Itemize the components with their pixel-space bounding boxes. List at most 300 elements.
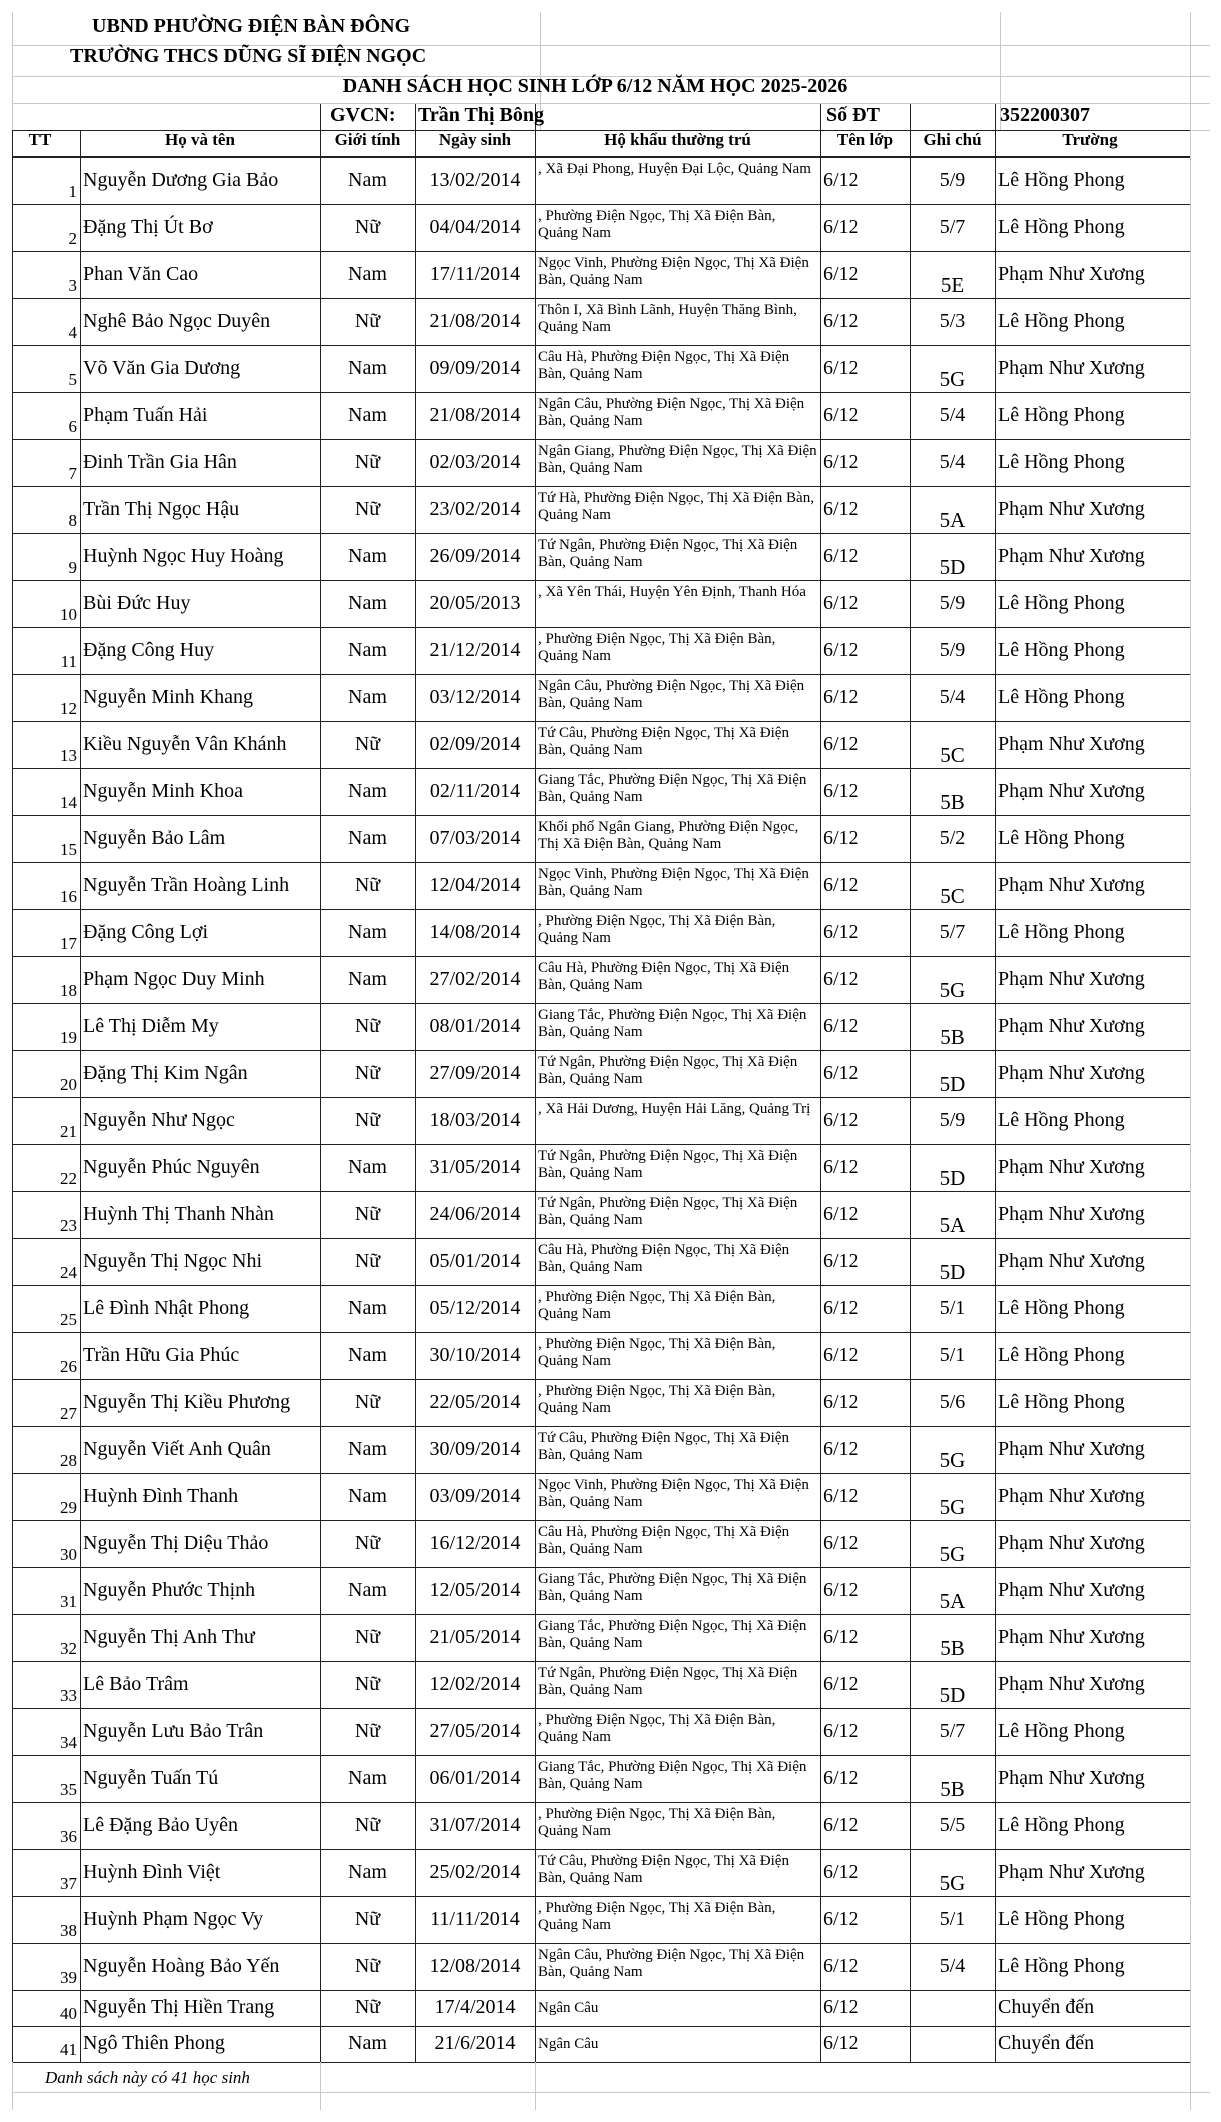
cell-class: 6/12 bbox=[823, 1908, 859, 1930]
cell-class: 6/12 bbox=[823, 2032, 859, 2054]
cell-tt: 2 bbox=[68, 229, 77, 248]
cell-tt: 5 bbox=[68, 370, 77, 389]
cell-note: 5/3 bbox=[939, 310, 966, 332]
cell-school: Phạm Như Xương bbox=[998, 545, 1145, 567]
cell-address: Tứ Ngân, Phường Điện Ngọc, Thị Xã Điện Bàn, Quảng Nam bbox=[538, 1665, 798, 1698]
grid-line bbox=[12, 580, 1190, 581]
cell-gender: Nữ bbox=[354, 1996, 381, 2018]
cell-address: Câu Hà, Phường Điện Ngọc, Thị Xã Điện Bàn, Quảng Nam bbox=[538, 960, 790, 993]
cell-name: Lê Bảo Trâm bbox=[83, 1673, 189, 1695]
cell-address: Tứ Câu, Phường Điện Ngọc, Thị Xã Điện Bàn, Quảng Nam bbox=[538, 1853, 789, 1886]
cell-tt: 14 bbox=[60, 793, 77, 812]
cell-address: Ngân Câu, Phường Điện Ngọc, Thị Xã Điện Bàn, Quảng Nam bbox=[538, 1947, 805, 1980]
cell-dob: 12/02/2014 bbox=[429, 1673, 521, 1695]
cell-tt: 37 bbox=[60, 1874, 77, 1893]
cell-class: 6/12 bbox=[823, 310, 859, 332]
cell-school: Phạm Như Xương bbox=[998, 874, 1145, 896]
cell-tt: 26 bbox=[60, 1357, 77, 1376]
cell-school: Lê Hồng Phong bbox=[998, 1109, 1125, 1131]
cell-school: Phạm Như Xương bbox=[998, 780, 1145, 802]
cell-class: 6/12 bbox=[823, 498, 859, 520]
cell-address: Ngọc Vinh, Phường Điện Ngọc, Thị Xã Điện Bàn, Quảng Nam bbox=[538, 866, 809, 899]
cell-gender: Nữ bbox=[354, 1532, 381, 1554]
cell-address: , Phường Điện Ngọc, Thị Xã Điện Bàn, Quảng Nam bbox=[538, 1383, 776, 1416]
grid-line bbox=[535, 2062, 536, 2110]
cell-class: 6/12 bbox=[823, 1250, 859, 1272]
cell-note bbox=[913, 2032, 992, 2056]
cell-note: 5G bbox=[939, 978, 966, 1002]
cell-address: Ngân Câu bbox=[538, 2000, 599, 2016]
grid-line bbox=[12, 1943, 1190, 1944]
cell-dob: 02/11/2014 bbox=[429, 780, 521, 802]
cell-tt: 24 bbox=[60, 1263, 77, 1282]
cell-class: 6/12 bbox=[823, 1485, 859, 1507]
cell-tt: 36 bbox=[60, 1827, 77, 1846]
cell-gender: Nữ bbox=[354, 1062, 381, 1084]
cell-class: 6/12 bbox=[823, 1955, 859, 1977]
cell-note: 5/1 bbox=[939, 1297, 966, 1319]
cell-gender: Nữ bbox=[354, 451, 381, 473]
list-title: DANH SÁCH HỌC SINH LỚP 6/12 NĂM HỌC 2025-2026 bbox=[342, 75, 848, 97]
grid-line bbox=[12, 627, 1190, 628]
grid-line bbox=[12, 1614, 1190, 1615]
cell-note: 5/4 bbox=[939, 451, 966, 473]
cell-class: 6/12 bbox=[823, 1203, 859, 1225]
cell-note: 5B bbox=[940, 1025, 965, 1049]
cell-gender: Nữ bbox=[354, 1626, 381, 1648]
cell-name: Nguyễn Thị Kiều Phương bbox=[83, 1391, 291, 1413]
cell-note: 5D bbox=[939, 1260, 966, 1284]
cell-class: 6/12 bbox=[823, 404, 859, 426]
grid-line bbox=[995, 104, 996, 130]
cell-gender: Nam bbox=[348, 1767, 387, 1789]
cell-dob: 30/09/2014 bbox=[429, 1438, 521, 1460]
cell-address: Giang Tắc, Phường Điện Ngọc, Thị Xã Điện Bàn, Quảng Nam bbox=[538, 772, 807, 805]
cell-gender: Nữ bbox=[354, 1720, 381, 1742]
cell-school: Phạm Như Xương bbox=[998, 1767, 1145, 1789]
cell-school: Lê Hồng Phong bbox=[998, 216, 1125, 238]
cell-gender: Nam bbox=[348, 2032, 387, 2054]
cell-class: 6/12 bbox=[823, 1720, 859, 1742]
cell-class: 6/12 bbox=[823, 592, 859, 614]
cell-gender: Nữ bbox=[354, 216, 381, 238]
cell-address: Tứ Ngân, Phường Điện Ngọc, Thị Xã Điện Bàn, Quảng Nam bbox=[538, 1195, 798, 1228]
cell-gender: Nữ bbox=[354, 1015, 381, 1037]
cell-class: 6/12 bbox=[823, 451, 859, 473]
cell-dob: 08/01/2014 bbox=[429, 1015, 521, 1037]
cell-dob: 24/06/2014 bbox=[429, 1203, 521, 1225]
cell-name: Ngô Thiên Phong bbox=[83, 2032, 225, 2054]
grid-line bbox=[12, 1238, 1190, 1239]
cell-note: 5/9 bbox=[939, 592, 966, 614]
cell-note: 5/7 bbox=[939, 216, 966, 238]
cell-name: Nguyễn Phước Thịnh bbox=[83, 1579, 256, 1601]
cell-tt: 28 bbox=[60, 1451, 77, 1470]
cell-class: 6/12 bbox=[823, 780, 859, 802]
cell-note: 5/9 bbox=[939, 1109, 966, 1131]
cell-class: 6/12 bbox=[823, 1532, 859, 1554]
cell-tt: 33 bbox=[60, 1686, 77, 1705]
gvcn-name: Trần Thị Bông bbox=[418, 104, 544, 126]
cell-name: Nguyễn Viết Anh Quân bbox=[83, 1438, 271, 1460]
cell-school: Lê Hồng Phong bbox=[998, 1955, 1125, 1977]
cell-class: 6/12 bbox=[823, 357, 859, 379]
phone-number: 352200307 bbox=[1000, 104, 1090, 126]
cell-dob: 05/12/2014 bbox=[429, 1297, 521, 1319]
cell-class: 6/12 bbox=[823, 1015, 859, 1037]
cell-name: Phạm Ngọc Duy Minh bbox=[83, 968, 265, 990]
cell-dob: 13/02/2014 bbox=[429, 169, 521, 191]
cell-dob: 27/05/2014 bbox=[429, 1720, 521, 1742]
cell-school: Lê Hồng Phong bbox=[998, 686, 1125, 708]
cell-name: Huỳnh Phạm Ngọc Vy bbox=[83, 1908, 264, 1930]
col-header-gender: Giới tính bbox=[334, 130, 401, 149]
cell-class: 6/12 bbox=[823, 216, 859, 238]
cell-tt: 11 bbox=[60, 652, 77, 671]
cell-gender: Nữ bbox=[354, 498, 381, 520]
cell-address: Câu Hà, Phường Điện Ngọc, Thị Xã Điện Bàn, Quảng Nam bbox=[538, 1524, 790, 1557]
cell-school: Lê Hồng Phong bbox=[998, 592, 1125, 614]
grid-line bbox=[415, 130, 416, 2062]
grid-line bbox=[12, 2062, 13, 2110]
cell-school: Lê Hồng Phong bbox=[998, 827, 1125, 849]
cell-address: Giang Tắc, Phường Điện Ngọc, Thị Xã Điện Bàn, Quảng Nam bbox=[538, 1759, 807, 1792]
grid-line bbox=[12, 392, 1190, 393]
cell-tt: 29 bbox=[60, 1498, 77, 1517]
cell-address: , Phường Điện Ngọc, Thị Xã Điện Bàn, Quảng Nam bbox=[538, 1900, 776, 1933]
cell-note: 5A bbox=[939, 1589, 966, 1613]
cell-dob: 31/05/2014 bbox=[429, 1156, 521, 1178]
cell-dob: 21/6/2014 bbox=[434, 2032, 516, 2054]
cell-school: Lê Hồng Phong bbox=[998, 451, 1125, 473]
cell-note: 5C bbox=[940, 884, 965, 908]
cell-name: Võ Văn Gia Dương bbox=[83, 357, 241, 379]
cell-note: 5A bbox=[939, 508, 966, 532]
cell-gender: Nữ bbox=[354, 1814, 381, 1836]
cell-school: Phạm Như Xương bbox=[998, 1203, 1145, 1225]
cell-tt: 34 bbox=[60, 1733, 77, 1752]
cell-name: Lê Đình Nhật Phong bbox=[83, 1297, 250, 1319]
cell-tt: 27 bbox=[60, 1404, 77, 1423]
cell-gender: Nam bbox=[348, 1438, 387, 1460]
cell-tt: 39 bbox=[60, 1968, 77, 1987]
cell-name: Đặng Thị Kim Ngân bbox=[83, 1062, 248, 1084]
cell-address: Tứ Câu, Phường Điện Ngọc, Thị Xã Điện Bàn, Quảng Nam bbox=[538, 1430, 789, 1463]
cell-dob: 04/04/2014 bbox=[429, 216, 521, 238]
cell-tt: 30 bbox=[60, 1545, 77, 1564]
cell-dob: 27/02/2014 bbox=[429, 968, 521, 990]
cell-school: Lê Hồng Phong bbox=[998, 921, 1125, 943]
col-header-name: Họ và tên bbox=[165, 130, 235, 149]
grid-line bbox=[12, 1097, 1190, 1098]
school-title: TRƯỜNG THCS DŨNG SĨ ĐIỆN NGỌC bbox=[70, 45, 427, 67]
col-header-note: Ghi chú bbox=[923, 130, 982, 149]
cell-tt: 25 bbox=[60, 1310, 77, 1329]
grid-line bbox=[12, 1285, 1190, 1286]
cell-note: 5E bbox=[940, 273, 965, 297]
cell-class: 6/12 bbox=[823, 639, 859, 661]
cell-address: Giang Tắc, Phường Điện Ngọc, Thị Xã Điện Bàn, Quảng Nam bbox=[538, 1618, 807, 1651]
cell-gender: Nam bbox=[348, 780, 387, 802]
cell-dob: 18/03/2014 bbox=[429, 1109, 521, 1131]
cell-class: 6/12 bbox=[823, 686, 859, 708]
cell-class: 6/12 bbox=[823, 1814, 859, 1836]
cell-school: Lê Hồng Phong bbox=[998, 310, 1125, 332]
cell-class: 6/12 bbox=[823, 1996, 859, 2018]
cell-tt: 12 bbox=[60, 699, 77, 718]
cell-gender: Nam bbox=[348, 827, 387, 849]
phone-label: Số ĐT bbox=[826, 104, 880, 126]
cell-note: 5/7 bbox=[939, 921, 966, 943]
cell-gender: Nữ bbox=[354, 1955, 381, 1977]
grid-line bbox=[910, 130, 911, 2062]
cell-address: Ngân Câu, Phường Điện Ngọc, Thị Xã Điện Bàn, Quảng Nam bbox=[538, 396, 805, 429]
grid-line bbox=[12, 1050, 1190, 1051]
cell-name: Đinh Trần Gia Hân bbox=[83, 451, 237, 473]
cell-name: Nghê Bảo Ngọc Duyên bbox=[83, 310, 271, 332]
cell-tt: 38 bbox=[60, 1921, 77, 1940]
cell-note: 5/6 bbox=[939, 1391, 966, 1413]
cell-address: , Phường Điện Ngọc, Thị Xã Điện Bàn, Quảng Nam bbox=[538, 1712, 776, 1745]
cell-note: 5B bbox=[940, 1777, 965, 1801]
cell-note: 5G bbox=[939, 1495, 966, 1519]
cell-gender: Nữ bbox=[354, 1203, 381, 1225]
grid-line bbox=[12, 1896, 1190, 1897]
cell-name: Huỳnh Thị Thanh Nhàn bbox=[83, 1203, 274, 1225]
cell-name: Đặng Công Lợi bbox=[83, 921, 209, 943]
cell-dob: 20/05/2013 bbox=[429, 592, 521, 614]
cell-gender: Nữ bbox=[354, 1391, 381, 1413]
col-header-address: Hộ khẩu thường trú bbox=[604, 130, 751, 149]
cell-gender: Nam bbox=[348, 1156, 387, 1178]
cell-tt: 6 bbox=[68, 417, 77, 436]
grid-line bbox=[12, 204, 1190, 205]
cell-gender: Nam bbox=[348, 357, 387, 379]
grid-line bbox=[535, 130, 536, 2062]
cell-gender: Nam bbox=[348, 263, 387, 285]
grid-line bbox=[12, 1379, 1190, 1380]
cell-note: 5G bbox=[939, 1542, 966, 1566]
cell-dob: 03/09/2014 bbox=[429, 1485, 521, 1507]
cell-gender: Nữ bbox=[354, 1908, 381, 1930]
cell-address: Ngân Câu bbox=[538, 2036, 599, 2052]
cell-class: 6/12 bbox=[823, 1673, 859, 1695]
cell-gender: Nam bbox=[348, 639, 387, 661]
cell-address: , Phường Điện Ngọc, Thị Xã Điện Bàn, Quảng Nam bbox=[538, 1336, 776, 1369]
grid-line bbox=[12, 1755, 1190, 1756]
cell-gender: Nữ bbox=[354, 733, 381, 755]
cell-tt: 8 bbox=[68, 511, 77, 530]
cell-tt: 17 bbox=[60, 934, 77, 953]
grid-line bbox=[12, 1802, 1190, 1803]
cell-note: 5/7 bbox=[939, 1720, 966, 1742]
cell-tt: 21 bbox=[60, 1122, 77, 1141]
cell-class: 6/12 bbox=[823, 169, 859, 191]
cell-gender: Nam bbox=[348, 404, 387, 426]
cell-address: , Phường Điện Ngọc, Thị Xã Điện Bàn, Quảng Nam bbox=[538, 913, 776, 946]
cell-name: Nguyễn Như Ngọc bbox=[83, 1109, 235, 1131]
cell-dob: 26/09/2014 bbox=[429, 545, 521, 567]
cell-school: Phạm Như Xương bbox=[998, 1579, 1145, 1601]
cell-school: Phạm Như Xương bbox=[998, 1532, 1145, 1554]
cell-class: 6/12 bbox=[823, 1344, 859, 1366]
cell-gender: Nam bbox=[348, 686, 387, 708]
cell-tt: 9 bbox=[68, 558, 77, 577]
cell-name: Nguyễn Minh Khang bbox=[83, 686, 253, 708]
cell-class: 6/12 bbox=[823, 1109, 859, 1131]
cell-class: 6/12 bbox=[823, 1767, 859, 1789]
cell-school: Lê Hồng Phong bbox=[998, 1344, 1125, 1366]
grid-line bbox=[12, 956, 1190, 957]
cell-note: 5/5 bbox=[939, 1814, 966, 1836]
cell-school: Lê Hồng Phong bbox=[998, 1297, 1125, 1319]
cell-dob: 09/09/2014 bbox=[429, 357, 521, 379]
cell-name: Nguyễn Trần Hoàng Linh bbox=[83, 874, 290, 896]
cell-dob: 21/12/2014 bbox=[429, 639, 521, 661]
cell-gender: Nam bbox=[348, 1297, 387, 1319]
cell-gender: Nữ bbox=[354, 310, 381, 332]
cell-school: Phạm Như Xương bbox=[998, 357, 1145, 379]
cell-school: Phạm Như Xương bbox=[998, 498, 1145, 520]
cell-tt: 31 bbox=[60, 1592, 77, 1611]
grid-line bbox=[995, 130, 996, 2062]
cell-dob: 21/08/2014 bbox=[429, 310, 521, 332]
grid-line bbox=[12, 157, 1190, 158]
cell-address: Tứ Ngân, Phường Điện Ngọc, Thị Xã Điện Bàn, Quảng Nam bbox=[538, 537, 798, 570]
grid-line bbox=[12, 721, 1190, 722]
cell-name: Nguyễn Minh Khoa bbox=[83, 780, 243, 802]
grid-line bbox=[320, 130, 321, 2062]
cell-address: Ngọc Vinh, Phường Điện Ngọc, Thị Xã Điện Bàn, Quảng Nam bbox=[538, 255, 809, 288]
cell-class: 6/12 bbox=[823, 545, 859, 567]
cell-tt: 41 bbox=[60, 2040, 77, 2059]
grid-line bbox=[12, 1708, 1190, 1709]
grid-line bbox=[12, 674, 1190, 675]
cell-tt: 20 bbox=[60, 1075, 77, 1094]
cell-note: 5/4 bbox=[939, 686, 966, 708]
grid-line bbox=[12, 1990, 1190, 1991]
cell-school: Phạm Như Xương bbox=[998, 1250, 1145, 1272]
cell-school: Phạm Như Xương bbox=[998, 1438, 1145, 1460]
cell-address: , Phường Điện Ngọc, Thị Xã Điện Bàn, Quảng Nam bbox=[538, 631, 776, 664]
cell-school: Phạm Như Xương bbox=[998, 1015, 1145, 1037]
cell-dob: 02/09/2014 bbox=[429, 733, 521, 755]
cell-school: Phạm Như Xương bbox=[998, 733, 1145, 755]
cell-address: Giang Tắc, Phường Điện Ngọc, Thị Xã Điện Bàn, Quảng Nam bbox=[538, 1571, 807, 1604]
cell-name: Đặng Công Huy bbox=[83, 639, 215, 661]
cell-name: Lê Đặng Bảo Uyên bbox=[83, 1814, 238, 1836]
cell-address: Giang Tắc, Phường Điện Ngọc, Thị Xã Điện Bàn, Quảng Nam bbox=[538, 1007, 807, 1040]
cell-name: Trần Thị Ngọc Hậu bbox=[83, 498, 240, 520]
grid-line bbox=[12, 345, 1190, 346]
cell-address: Tứ Ngân, Phường Điện Ngọc, Thị Xã Điện Bàn, Quảng Nam bbox=[538, 1148, 798, 1181]
cell-name: Huỳnh Đình Việt bbox=[83, 1861, 221, 1883]
cell-note: 5/4 bbox=[939, 1955, 966, 1977]
cell-gender: Nam bbox=[348, 921, 387, 943]
cell-note bbox=[913, 1996, 992, 2020]
cell-address: , Phường Điện Ngọc, Thị Xã Điện Bàn, Quảng Nam bbox=[538, 1806, 776, 1839]
cell-gender: Nam bbox=[348, 1861, 387, 1883]
grid-line bbox=[12, 1144, 1190, 1145]
cell-name: Trần Hữu Gia Phúc bbox=[83, 1344, 240, 1366]
cell-class: 6/12 bbox=[823, 1861, 859, 1883]
cell-address: Khối phố Ngân Giang, Phường Điện Ngọc, Thị Xã Điện Bàn, Quảng Nam bbox=[538, 819, 799, 852]
cell-tt: 40 bbox=[60, 2004, 77, 2023]
cell-name: Phan Văn Cao bbox=[83, 263, 199, 285]
cell-class: 6/12 bbox=[823, 827, 859, 849]
cell-note: 5G bbox=[939, 367, 966, 391]
cell-gender: Nữ bbox=[354, 874, 381, 896]
cell-class: 6/12 bbox=[823, 1297, 859, 1319]
cell-tt: 4 bbox=[68, 323, 77, 342]
cell-address: Thôn I, Xã Bình Lãnh, Huyện Thăng Bình, Quảng Nam bbox=[538, 302, 797, 335]
cell-name: Nguyễn Lưu Bảo Trân bbox=[83, 1720, 264, 1742]
cell-gender: Nam bbox=[348, 1344, 387, 1366]
cell-gender: Nam bbox=[348, 169, 387, 191]
cell-address: Tứ Câu, Phường Điện Ngọc, Thị Xã Điện Bàn, Quảng Nam bbox=[538, 725, 789, 758]
cell-address: , Xã Yên Thái, Huyện Yên Định, Thanh Hóa bbox=[538, 584, 806, 600]
cell-gender: Nữ bbox=[354, 1250, 381, 1272]
cell-class: 6/12 bbox=[823, 733, 859, 755]
cell-address: Câu Hà, Phường Điện Ngọc, Thị Xã Điện Bàn, Quảng Nam bbox=[538, 1242, 790, 1275]
cell-address: Câu Hà, Phường Điện Ngọc, Thị Xã Điện Bàn, Quảng Nam bbox=[538, 349, 790, 382]
cell-name: Nguyễn Thị Anh Thư bbox=[83, 1626, 255, 1648]
cell-dob: 21/08/2014 bbox=[429, 404, 521, 426]
cell-school: Phạm Như Xương bbox=[998, 1626, 1145, 1648]
cell-note: 5D bbox=[939, 1166, 966, 1190]
col-header-school: Trường bbox=[1062, 130, 1118, 149]
cell-gender: Nam bbox=[348, 592, 387, 614]
cell-dob: 17/11/2014 bbox=[429, 263, 521, 285]
cell-name: Huỳnh Ngọc Huy Hoàng bbox=[83, 545, 284, 567]
cell-dob: 22/05/2014 bbox=[429, 1391, 521, 1413]
cell-school: Lê Hồng Phong bbox=[998, 1391, 1125, 1413]
cell-name: Nguyễn Dương Gia Bảo bbox=[83, 169, 279, 191]
cell-address: , Xã Hải Dương, Huyện Hải Lăng, Quảng Trị bbox=[538, 1101, 811, 1117]
cell-name: Nguyễn Tuấn Tú bbox=[83, 1767, 219, 1789]
cell-school: Lê Hồng Phong bbox=[998, 1720, 1125, 1742]
cell-dob: 25/02/2014 bbox=[429, 1861, 521, 1883]
grid-line bbox=[12, 1191, 1190, 1192]
cell-dob: 02/03/2014 bbox=[429, 451, 521, 473]
cell-name: Kiều Nguyễn Vân Khánh bbox=[83, 733, 287, 755]
cell-dob: 16/12/2014 bbox=[429, 1532, 521, 1554]
cell-tt: 10 bbox=[60, 605, 77, 624]
cell-gender: Nam bbox=[348, 1579, 387, 1601]
grid-line bbox=[12, 2092, 1210, 2093]
grid-line bbox=[80, 130, 81, 2062]
cell-tt: 18 bbox=[60, 981, 77, 1000]
cell-note: 5A bbox=[939, 1213, 966, 1237]
cell-note: 5G bbox=[939, 1448, 966, 1472]
cell-tt: 7 bbox=[68, 464, 77, 483]
cell-dob: 23/02/2014 bbox=[429, 498, 521, 520]
cell-name: Nguyễn Hoàng Bảo Yến bbox=[83, 1955, 280, 1977]
cell-note: 5G bbox=[939, 1871, 966, 1895]
grid-line bbox=[12, 1426, 1190, 1427]
cell-class: 6/12 bbox=[823, 968, 859, 990]
cell-class: 6/12 bbox=[823, 1391, 859, 1413]
cell-name: Đặng Thị Út Bơ bbox=[83, 216, 213, 238]
cell-school: Phạm Như Xương bbox=[998, 1062, 1145, 1084]
grid-line bbox=[12, 1661, 1190, 1662]
cell-dob: 06/01/2014 bbox=[429, 1767, 521, 1789]
cell-school: Phạm Như Xương bbox=[998, 1861, 1145, 1883]
cell-dob: 21/05/2014 bbox=[429, 1626, 521, 1648]
col-header-dob: Ngày sinh bbox=[438, 130, 512, 149]
grid-line bbox=[12, 1473, 1190, 1474]
cell-dob: 12/04/2014 bbox=[429, 874, 521, 896]
